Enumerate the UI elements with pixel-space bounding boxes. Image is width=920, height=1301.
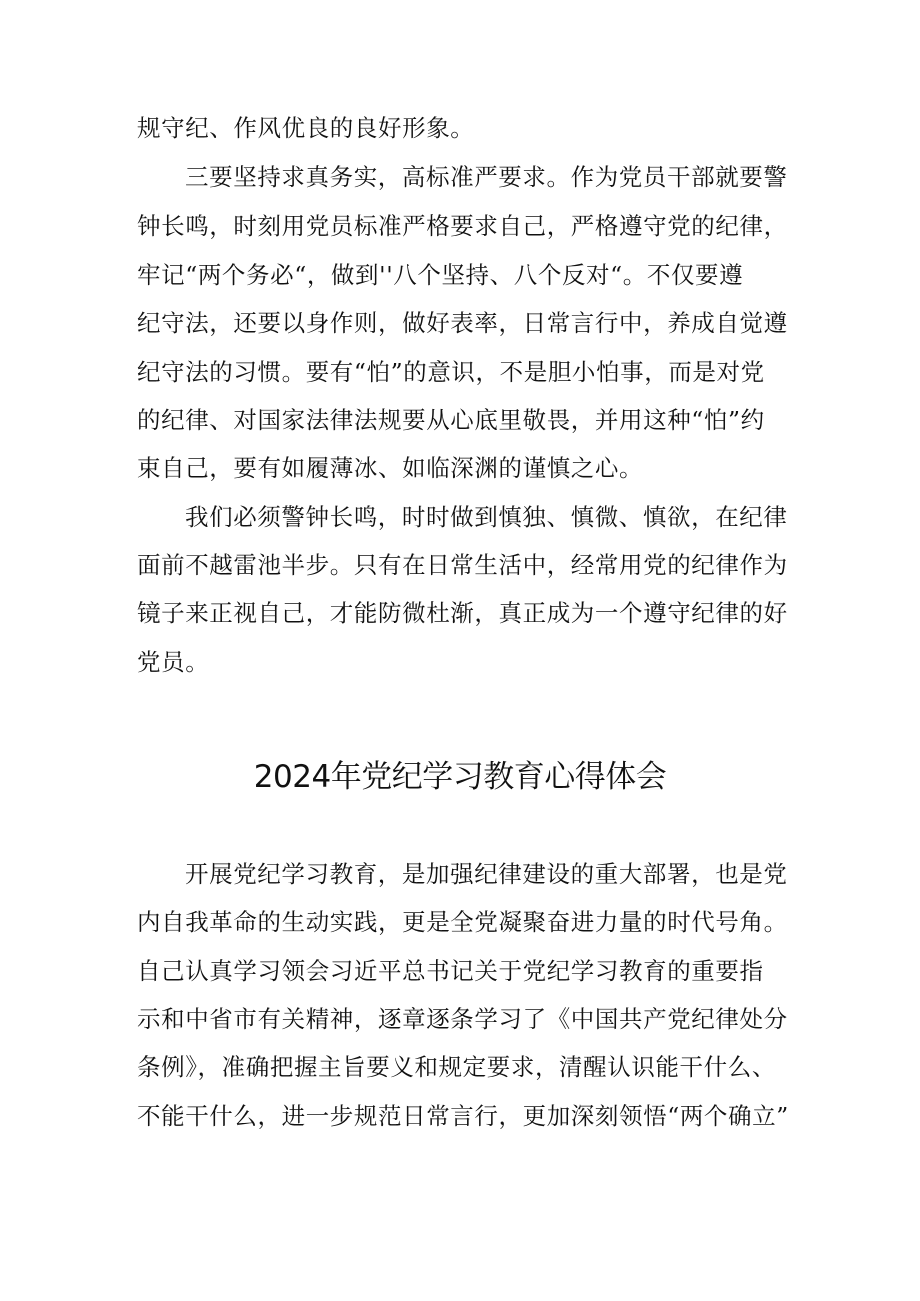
paragraph-line: 示和中省市有关精神，逐章逐条学习了《中国共产党纪律处分 (137, 1005, 788, 1033)
paragraph-line: 三要坚持求真务实，高标准严要求。作为党员干部就要警 (185, 163, 788, 191)
paragraph-line: 牢记“两个务必“，做到''八个坚持、八个反对“。不仅要遵 (137, 261, 744, 289)
paragraph-line: 我们必须警钟长鸣，时时做到慎独、慎微、慎欲，在纪律 (185, 503, 788, 531)
paragraph-line: 党员。 (137, 648, 210, 676)
paragraph-line: 的纪律、对国家法律法规要从心底里敬畏，并用这种“怕”约 (137, 406, 765, 434)
paragraph-line: 纪守法的习惯。要有“怕”的意识，不是胆小怕事，而是对党 (137, 358, 765, 386)
paragraph-line: 面前不越雷池半步。只有在日常生活中，经常用党的纪律作为 (137, 551, 788, 579)
paragraph-line: 束自己，要有如履薄冰、如临深渊的谨慎之心。 (137, 454, 644, 482)
paragraph-line: 内自我革命的生动实践，更是全党凝聚奋进力量的时代号角。 (137, 908, 788, 936)
paragraph-line: 条例》，准确把握主旨要义和规定要求，清醒认识能干什么、 (137, 1053, 776, 1081)
paragraph-line: 钟长鸣，时刻用党员标准严格要求自己，严格遵守党的纪律， (137, 212, 788, 240)
paragraph-line: 不能干什么，进一步规范日常言行，更加深刻领悟“两个确立” (137, 1102, 789, 1130)
paragraph-line: 自己认真学习领会习近平总书记关于党纪学习教育的重要指 (137, 957, 764, 985)
page-title: 2024年党纪学习教育心得体会 (253, 759, 667, 795)
paragraph-line: 镜子来正视自己，才能防微杜渐，真正成为一个遵守纪律的好 (137, 599, 788, 627)
paragraph-line: 规守纪、作风优良的良好形象。 (137, 114, 475, 142)
paragraph-line: 开展党纪学习教育，是加强纪律建设的重大部署，也是党 (185, 860, 788, 888)
paragraph-line: 纪守法，还要以身作则，做好表率，日常言行中，养成自觉遵 (137, 309, 788, 337)
